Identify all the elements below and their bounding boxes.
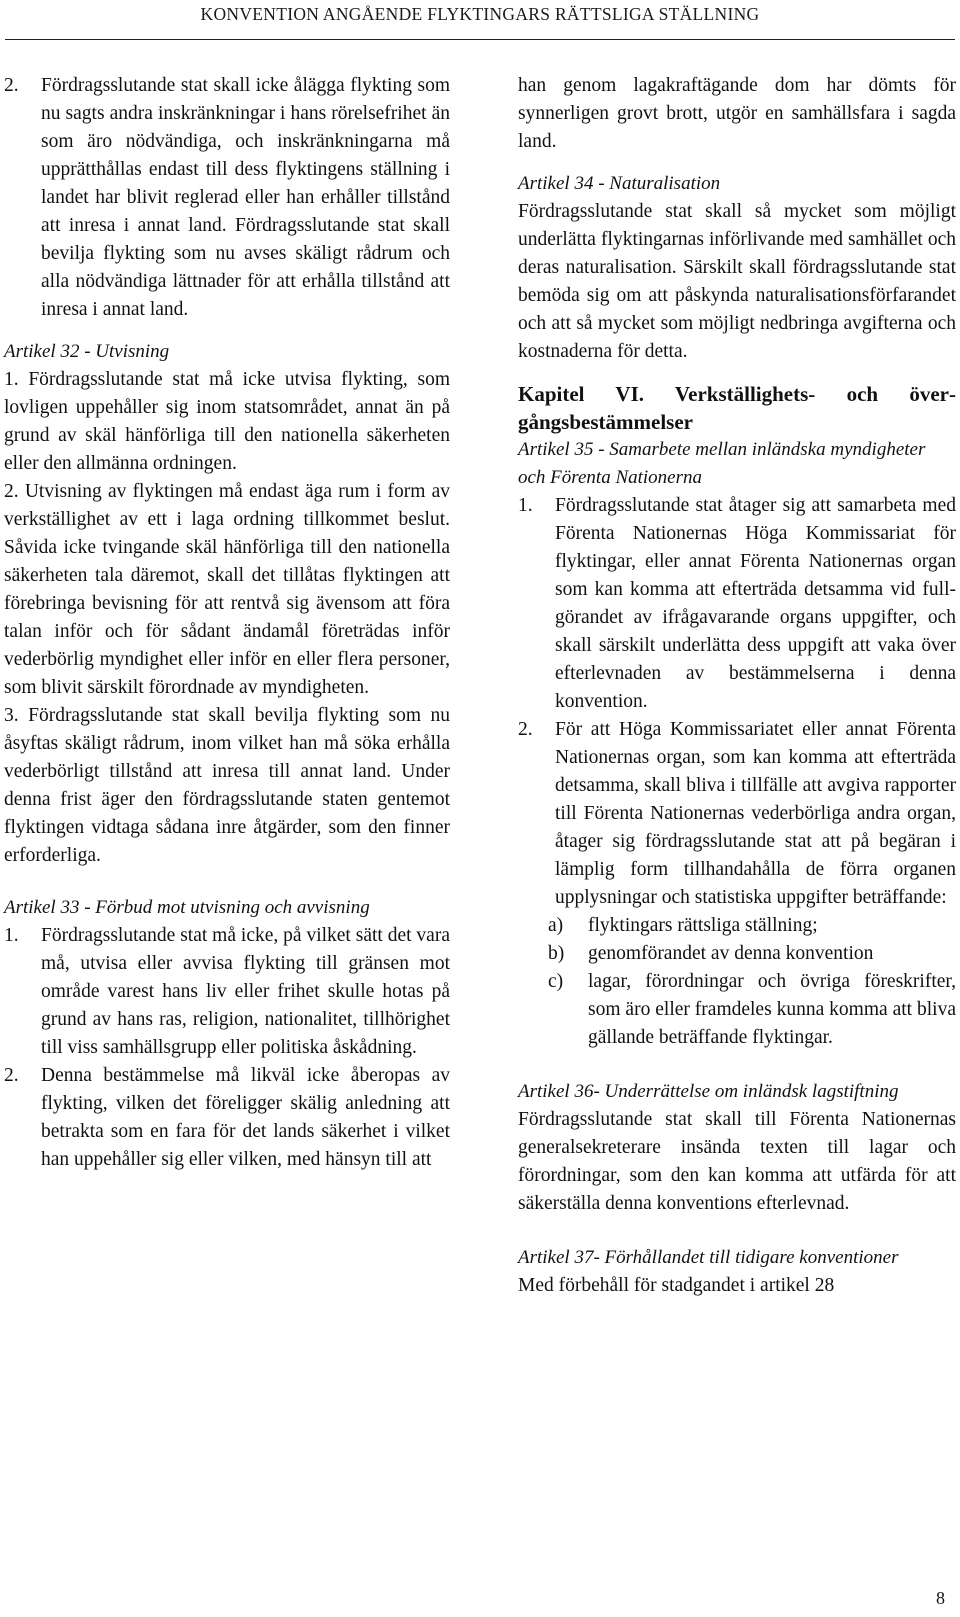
item-letter: b) (548, 943, 565, 964)
item-number: 2. (4, 1065, 19, 1086)
art31-continued-list (4, 72, 450, 324)
article-37-text: Med förbehåll för stadgandet i artikel 28 (518, 1275, 835, 1296)
item-text: Fördragsslutande stat åtager sig att samarbeta med Förenta Nationernas Höga Kommissariat för flyktingar, eller annat Förenta Nationernas organ som kan komma att efterträda detsamma vid fullgörandet av ifrågavarande organs uppgifter, och skall särskilt underlätta dess uppgift att vaka över efterlevnaden av bestämmelserna i denna konvention. (555, 495, 956, 712)
right-column (518, 72, 956, 1300)
item-text: genomförandet av denna konvention (588, 943, 874, 964)
left-column (4, 72, 450, 1174)
article-32-para-1: 1. Fördragsslutande stat må icke utvisa flykting, som lovligen uppehåller sig inom statsområdet, annat än på grund av skäl hänförliga till den nationella säkerheten eller den allmänna ordningen. (4, 369, 450, 474)
article-33-continued: han genom lagakraftägande dom har dömts för synnerligen grovt brott, utgör en samhällsfara i sagda land. (518, 75, 956, 152)
item-number: 1. (518, 495, 533, 516)
article-36-text: Fördragsslutande stat skall till Förenta Nationernas generalsekreterare insända texten till lagar och förordningar, som den kan komma att utfärda för att säkerställa denna konventions efterlevnad. (518, 1109, 956, 1214)
article-36-heading: Artikel 36- Underrättelse om inländsk lagstiftning (518, 1081, 899, 1102)
list-item (4, 72, 450, 324)
item-text: lagar, förordningar och övriga föreskrifter, som äro eller framdeles kunna komma att bliva gällande beträffande flyktingar. (588, 971, 956, 1048)
running-header: KONVENTION ANGÅENDE FLYKTINGARS RÄTTSLIGA STÄLLNING (200, 4, 760, 24)
item-text: Denna bestämmelse må likväl icke åberopas av flykting, vilken det föreligger skälig anledning att betrakta som en fara för det lands säkerhet i vilket han uppehåller sig eller vilken, med hänsyn till att (41, 1065, 450, 1170)
list-item (4, 1062, 450, 1174)
item-number: 2. (518, 719, 533, 740)
header-rule (5, 39, 955, 40)
item-number: 1. (4, 925, 19, 946)
item-letter: a) (548, 915, 564, 936)
list-item (518, 968, 956, 1052)
list-item (518, 912, 956, 940)
item-text: Fördragsslutande stat skall icke ålägga flykting som nu sagts andra inskränkningar i hans rörelsefrihet än som äro nödvändiga, och inskränkningarna må upprätthållas endast till dess flyktingens ställning i landet har blivit reglerad eller han erhåller tillstånd att inresa i annat land. Fördragsslutande stat skall bevilja flykting som nu avses skäligt rådrum och alla nödvändiga lättnader för att erhålla tillstånd att inresa i annat land. (41, 75, 450, 320)
chapter-heading: Kapitel VI. Verkställighets- och övergångsbestämmelser (518, 382, 956, 434)
item-number: 2. (4, 75, 19, 96)
article-34-text: Fördragsslutande stat skall så mycket som möjligt underlätta flyktingarnas införlivande med samhället och deras naturalisation. Särskilt skall fördragsslutande stat bemöda sig om att påskynda naturalisationsförfarandet och att så mycket som möjligt nedbringa avgifterna och kostnaderna för detta. (518, 201, 956, 362)
item-text: Fördragsslutande stat må icke, på vilket sätt det vara må, utvisa eller avvisa flykting till gränsen mot område varest hans liv eller frihet skulle hotas på grund av hans ras, religion, nationalitet, tillhörighet till viss samhällsgrupp eller politiska åskådning. (41, 925, 450, 1058)
list-item (4, 922, 450, 1062)
article-32-para-2: 2. Utvisning av flyktingen må endast äga rum i form av verkställighet av ett i laga ordning tillkommet beslut. Såvida icke tvingande skäl hänförliga till den nationella säkerheten tala däremot, skall det tillåtas flyktingen att förebringa bevisning för att rentvå sig ävensom att föra talan inför och för sådant ändamål företrädas inför vederbörlig myndighet eller inför en eller flera personer, som blivit särskilt förordnade av myndigheten. (4, 481, 450, 698)
article-33-heading: Artikel 33 - Förbud mot utvisning och avvisning (4, 897, 370, 918)
article-35-list (518, 492, 956, 912)
list-item (518, 940, 956, 968)
item-letter: c) (548, 971, 564, 992)
page-number: 8 (936, 1588, 945, 1608)
article-32-para-3: 3. Fördragsslutande stat skall bevilja flykting som nu åsyftas skäligt rådrum, inom vilket han må söka erhålla vederbörligt tillstånd att inresa till annat land. Under denna frist äger den fördragsslutande staten gentemot flyktingen vidtaga sådana inre åtgärder, som den finner erforderliga. (4, 705, 450, 866)
item-text: För att Höga Kommissariatet eller annat Förenta Nationernas organ, som kan komma att efterträda detsamma, skall bliva i tillfälle att avgiva rapporter till Förenta Nationernas vederbörliga andra organ, åtager sig fördragsslutande stat att på begäran i lämplig form tillhandahålla de förra organen upplysningar och statistiska uppgifter beträffande: (555, 719, 956, 908)
article-37-heading: Artikel 37- Förhållandet till tidigare konventioner (518, 1247, 899, 1268)
article-35-sublist (518, 912, 956, 1052)
article-34-heading: Artikel 34 - Naturalisation (518, 173, 721, 194)
article-35-heading: Artikel 35 - Samarbete mellan inländska myndigheter och Förenta Nationerna (518, 439, 926, 488)
item-text: flyktingars rättsliga ställning; (588, 915, 818, 936)
article-33-list (4, 922, 450, 1174)
list-item (518, 492, 956, 716)
list-item (518, 716, 956, 912)
article-32-heading: Artikel 32 - Utvisning (4, 341, 170, 362)
